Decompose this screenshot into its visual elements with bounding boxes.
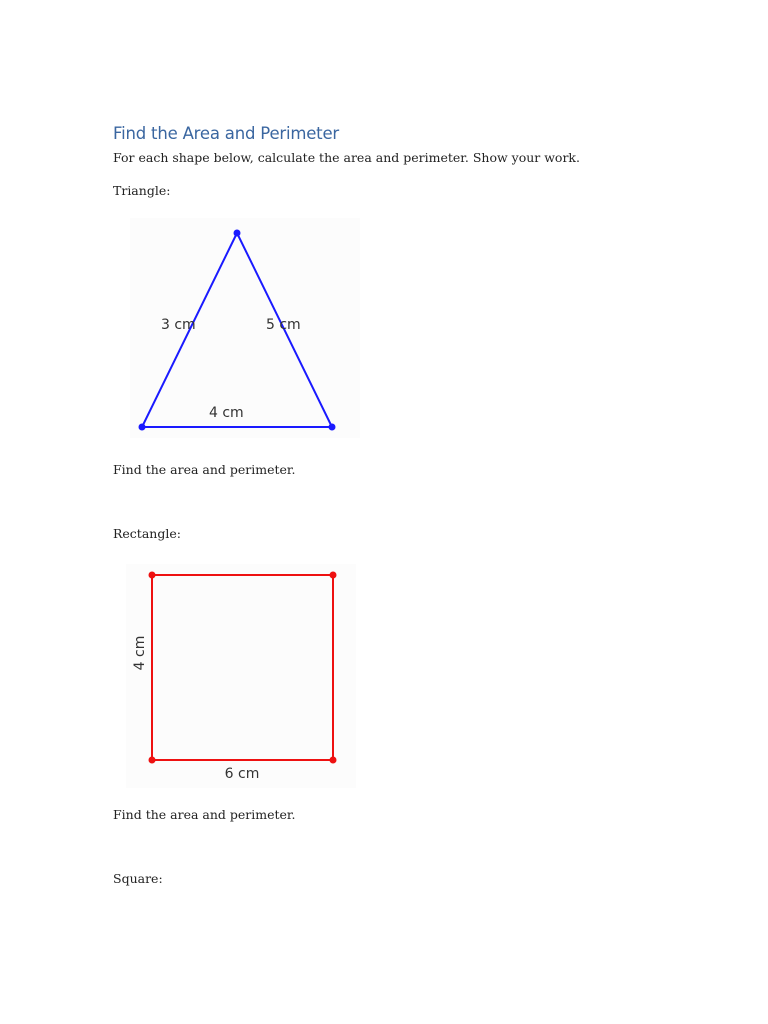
rectangle-height-label: 4 cm [132,635,148,671]
triangle-left-side-label: 3 cm [161,317,196,333]
vertex-point-right [329,424,336,431]
triangle-question: Find the area and perimeter. [113,462,296,477]
triangle-base-label: 4 cm [209,405,244,421]
triangle-label: Triangle: [113,183,171,198]
square-label: Square: [113,871,163,886]
rectangle-diagram [120,560,360,790]
rectangle-label: Rectangle: [113,526,181,541]
triangle-diagram [130,218,360,438]
vertex-point-left [139,424,146,431]
corner-point-top-right [330,572,337,579]
corner-point-bottom-left [149,757,156,764]
instructions-text: For each shape below, calculate the area and perimeter. Show your work. [113,150,580,165]
figure-background [126,564,356,788]
triangle-figure [130,218,360,438]
triangle-right-side-label: 5 cm [266,317,301,333]
rectangle-width-label: 6 cm [224,766,260,782]
rectangle-figure [120,560,360,790]
corner-point-top-left [149,572,156,579]
vertex-point-top [234,230,241,237]
corner-point-bottom-right [330,757,337,764]
rectangle-question: Find the area and perimeter. [113,807,296,822]
page-title: Find the Area and Perimeter [113,124,339,143]
